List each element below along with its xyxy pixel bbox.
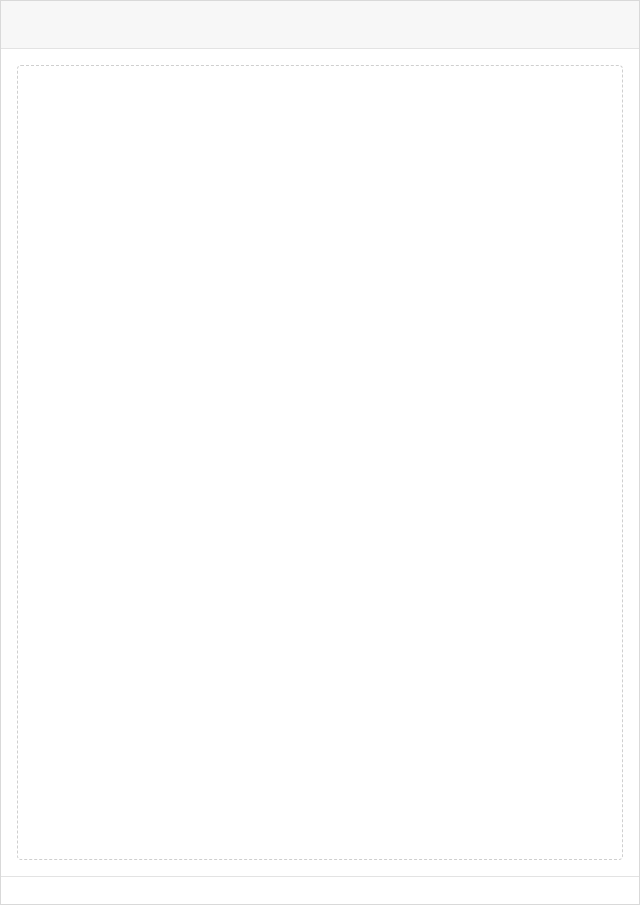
main-content bbox=[1, 49, 639, 876]
header-bar bbox=[1, 1, 639, 49]
content-placeholder bbox=[17, 65, 623, 860]
status-bar bbox=[1, 876, 639, 904]
